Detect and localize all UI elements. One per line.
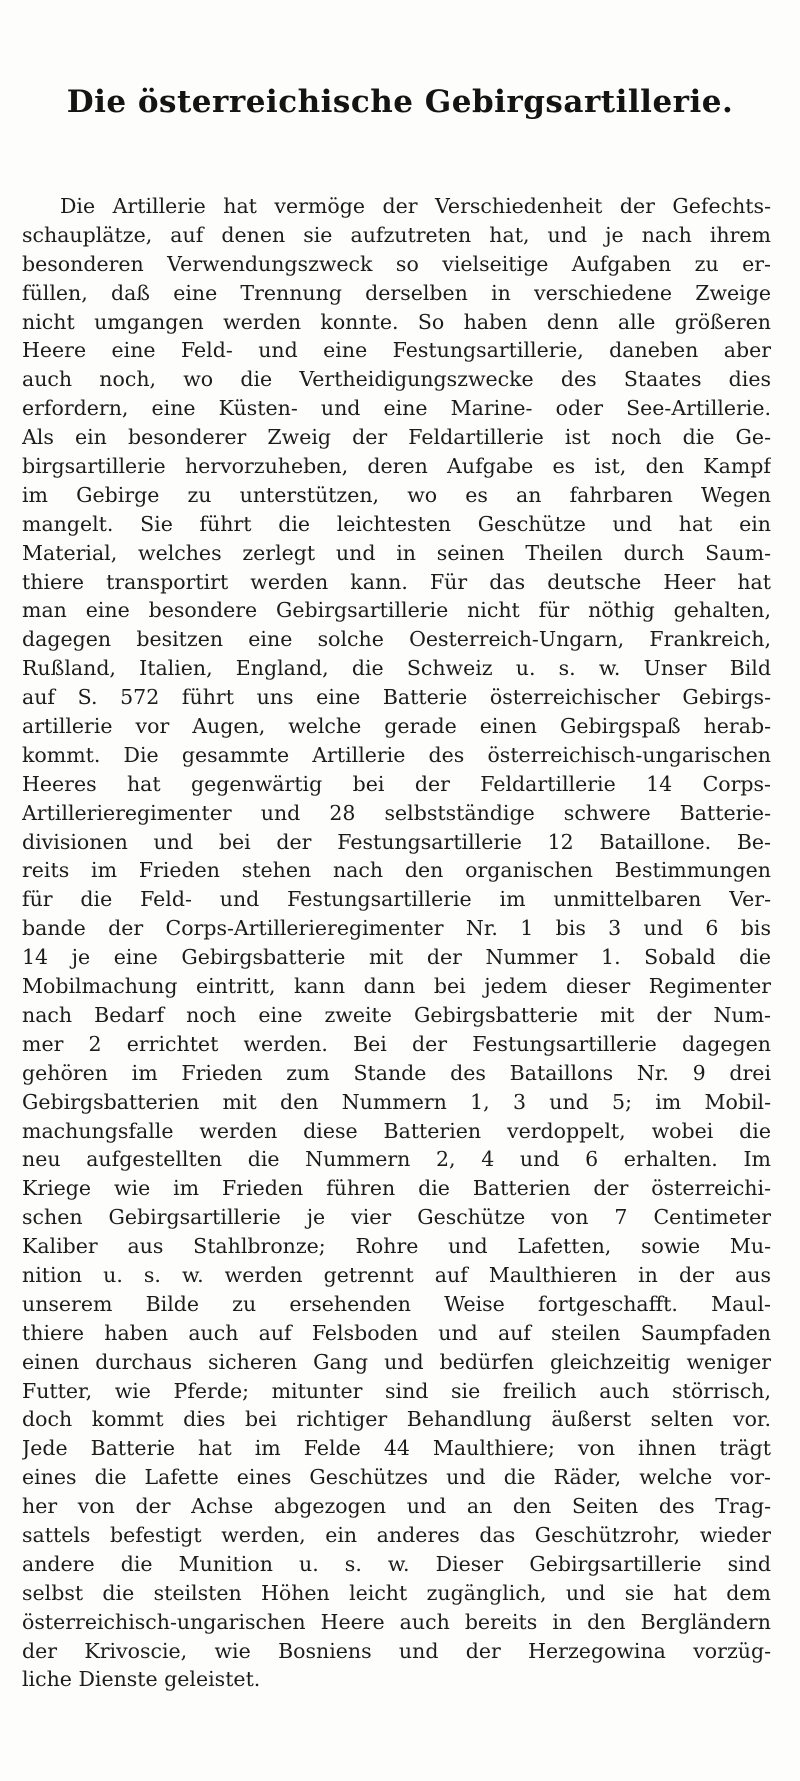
text-line: Artillerieregimenter und 28 selbstständige schwere Batterie- <box>22 800 771 825</box>
text-line: doch kommt dies bei richtiger Behandlung äußerst selten vor. <box>22 1407 771 1432</box>
text-line: eines die Lafette eines Geschützes und die Räder, welche vor- <box>22 1465 771 1490</box>
text-line: schen Gebirgsartillerie je vier Geschütze von 7 Centimeter <box>22 1205 771 1230</box>
text-line: bande der Corps-Artillerieregimenter Nr. 1 bis 3 und 6 bis <box>22 916 771 941</box>
text-line: Jede Batterie hat im Felde 44 Maulthiere; von ihnen trägt <box>22 1436 771 1461</box>
text-line: nach Bedarf noch eine zweite Gebirgsbatterie mit der Num- <box>22 1002 771 1027</box>
text-line: Die Artillerie hat vermöge der Verschiedenheit der Gefechts- <box>60 194 771 218</box>
text-line: Mobilmachung eintritt, kann dann bei jedem dieser Regimenter <box>22 974 771 999</box>
text-line: kommt. Die gesammte Artillerie des österreichisch-ungarischen <box>22 742 771 767</box>
text-line: man eine besondere Gebirgsartillerie nicht für nöthig gehalten, <box>22 598 771 623</box>
text-line: reits im Frieden stehen nach den organischen Bestimmungen <box>22 858 771 883</box>
text-line: erfordern, eine Küsten- und eine Marine- oder See-Artillerie. <box>22 396 771 421</box>
text-line: auch noch, wo die Vertheidigungszwecke des Staates dies <box>22 367 771 392</box>
text-line: liche Dienste geleistet. <box>22 1667 261 1692</box>
text-line: auf S. 572 führt uns eine Batterie österreichischer Gebirgs- <box>22 685 771 710</box>
text-line: machungsfalle werden diese Batterien verdoppelt, wobei die <box>22 1118 771 1143</box>
text-line: unserem Bilde zu ersehenden Weise fortgeschafft. Maul- <box>22 1291 771 1316</box>
article-title: Die österreichische Gebirgsartillerie. <box>66 84 734 120</box>
text-line: österreichisch-ungarischen Heere auch bereits in den Bergländern <box>22 1609 771 1634</box>
text-line: Kriege wie im Frieden führen die Batterien der österreichi- <box>22 1176 771 1201</box>
text-line: divisionen und bei der Festungsartillerie 12 Bataillone. Be- <box>22 829 771 854</box>
text-line: thiere transportirt werden kann. Für das deutsche Heer hat <box>22 569 771 594</box>
text-line: besonderen Verwendungszweck so vielseitige Aufgaben zu er- <box>22 251 771 276</box>
text-line: neu aufgestellten die Nummern 2, 4 und 6 erhalten. Im <box>22 1147 771 1172</box>
text-line: Heere eine Feld- und eine Festungsartillerie, daneben aber <box>22 338 771 363</box>
text-line: der Krivoscie, wie Bosniens und der Herzegowina vorzüg- <box>22 1638 771 1663</box>
text-line: Kaliber aus Stahlbronze; Rohre und Lafetten, sowie Mu- <box>22 1234 771 1259</box>
text-line: selbst die steilsten Höhen leicht zugänglich, und sie hat dem <box>22 1580 771 1605</box>
text-line: schauplätze, auf denen sie aufzutreten hat, und je nach ihrem <box>22 222 771 247</box>
text-line: gehören im Frieden zum Stande des Bataillons Nr. 9 drei <box>22 1060 771 1085</box>
text-line: thiere haben auch auf Felsboden und auf steilen Saumpfaden <box>22 1320 771 1345</box>
text-line: füllen, daß eine Trennung derselben in verschiedene Zweige <box>22 280 771 305</box>
text-line: nition u. s. w. werden getrennt auf Maulthieren in der aus <box>22 1262 771 1287</box>
text-line: im Gebirge zu unterstützen, wo es an fahrbaren Wegen <box>22 482 771 507</box>
text-line: einen durchaus sicheren Gang und bedürfen gleichzeitig weniger <box>22 1349 771 1374</box>
text-line: Material, welches zerlegt und in seinen Theilen durch Saum- <box>22 540 771 565</box>
text-line: her von der Achse abgezogen und an den Seiten des Trag- <box>22 1494 771 1519</box>
text-line: sattels befestigt werden, ein anderes das Geschützrohr, wieder <box>22 1522 771 1547</box>
text-line: artillerie vor Augen, welche gerade einen Gebirgspaß herab- <box>22 714 771 739</box>
text-line: mangelt. Sie führt die leichtesten Geschütze und hat ein <box>22 511 771 536</box>
text-line: andere die Munition u. s. w. Dieser Gebirgsartillerie sind <box>22 1551 771 1576</box>
text-line: 14 je eine Gebirgsbatterie mit der Nummer 1. Sobald die <box>22 945 771 970</box>
text-line: Futter, wie Pferde; mitunter sind sie freilich auch störrisch, <box>22 1378 771 1403</box>
text-line: dagegen besitzen eine solche Oesterreich-Ungarn, Frankreich, <box>22 627 771 652</box>
text-line: mer 2 errichtet werden. Bei der Festungsartillerie dagegen <box>22 1031 771 1056</box>
text-line: für die Feld- und Festungsartillerie im unmittelbaren Ver- <box>22 887 771 912</box>
article-body <box>22 192 771 1694</box>
text-line: Als ein besonderer Zweig der Feldartillerie ist noch die Ge- <box>22 425 771 450</box>
text-line: nicht umgangen werden konnte. So haben denn alle größeren <box>22 309 771 334</box>
text-line: birgsartillerie hervorzuheben, deren Aufgabe es ist, den Kampf <box>22 454 771 479</box>
text-line: Rußland, Italien, England, die Schweiz u. s. w. Unser Bild <box>22 656 771 681</box>
text-line: Heeres hat gegenwärtig bei der Feldartillerie 14 Corps- <box>22 771 771 796</box>
text-line: Gebirgsbatterien mit den Nummern 1, 3 und 5; im Mobil- <box>22 1089 771 1114</box>
